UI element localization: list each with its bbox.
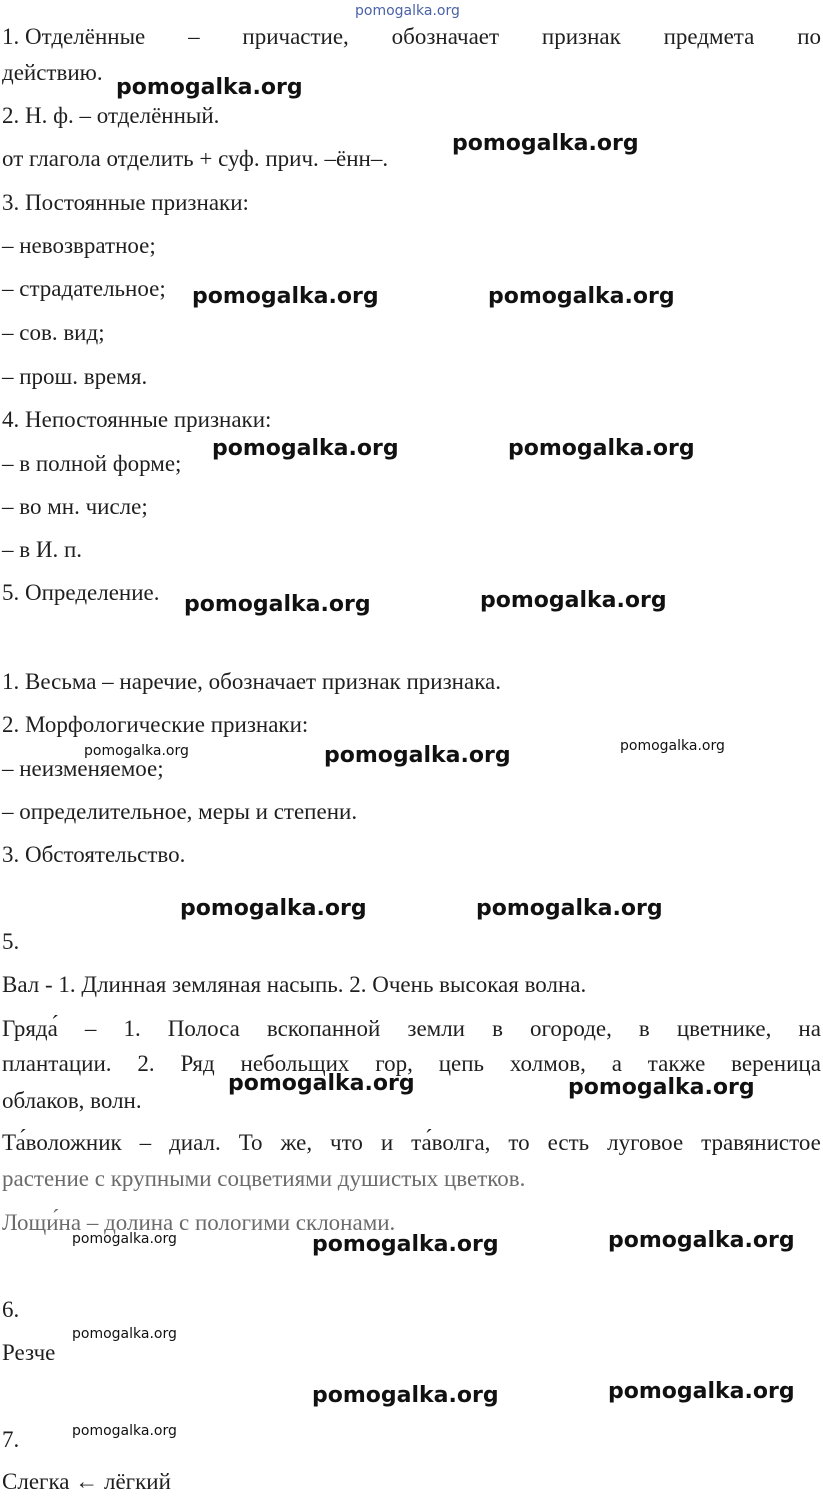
section5-loshchina: Лощи́на – долина с пологими склонами.	[2, 1210, 396, 1235]
watermark: pomogalka.org	[324, 743, 511, 768]
watermark: pomogalka.org	[508, 436, 695, 461]
section2-line4: – определительное, меры и степени.	[2, 799, 358, 824]
word: а	[611, 1051, 622, 1076]
watermark: pomogalka.org	[608, 1228, 795, 1253]
word: вереница	[731, 1051, 821, 1076]
word: Ряд	[180, 1051, 215, 1076]
watermark: pomogalka.org	[608, 1379, 795, 1404]
watermark: pomogalka.org	[184, 592, 371, 617]
watermark: pomogalka.org	[488, 284, 675, 309]
word: то	[508, 1130, 530, 1155]
section2-line2: 2. Морфологические признаки:	[2, 712, 309, 737]
watermark: pomogalka.org	[72, 1423, 177, 1439]
section1-line12: – во мн. числе;	[2, 494, 148, 519]
watermark: pomogalka.org	[84, 743, 189, 759]
word: в	[492, 1016, 503, 1041]
watermark: pomogalka.org	[312, 1383, 499, 1408]
word: То	[238, 1130, 263, 1155]
section1-line13: – в И. п.	[2, 537, 83, 562]
word: –	[139, 1130, 152, 1155]
word: по	[797, 24, 821, 49]
word: предмета	[663, 24, 755, 49]
word: Гряда́	[2, 1016, 58, 1041]
section2-line3: – неизменяемое;	[2, 756, 164, 781]
section6-line1: Резче	[2, 1340, 56, 1365]
watermark: pomogalka.org	[212, 436, 399, 461]
watermark: pomogalka.org	[116, 75, 303, 100]
word: диал.	[169, 1130, 221, 1155]
word: Полоса	[167, 1016, 240, 1041]
section1-line11: – в полной форме;	[2, 451, 182, 476]
section1-line2: действию.	[2, 60, 103, 85]
watermark-top: pomogalka.org	[355, 3, 460, 19]
word: что	[330, 1130, 363, 1155]
section6-number: 6.	[2, 1297, 20, 1322]
word: причастие,	[242, 24, 349, 49]
word: вскопанной	[266, 1016, 381, 1041]
section1-line4: от глагола отделить + суф. прич. –ённ–.	[2, 146, 389, 171]
word: 1.	[123, 1016, 141, 1041]
watermark: pomogalka.org	[312, 1232, 499, 1257]
watermark: pomogalka.org	[72, 1231, 177, 1247]
watermark: pomogalka.org	[228, 1071, 415, 1096]
section1-line6: – невозвратное;	[2, 233, 156, 258]
word: та́волга,	[411, 1130, 491, 1155]
word: цветнике,	[676, 1016, 772, 1041]
word: –	[188, 24, 200, 49]
word: огороде,	[530, 1016, 612, 1041]
section5-val: Вал - 1. Длинная земляная насыпь. 2. Очень высокая волна.	[2, 972, 587, 997]
section1-line10: 4. Непостоянные признаки:	[2, 407, 272, 432]
word: Та́воложник	[2, 1130, 122, 1155]
watermark: pomogalka.org	[192, 284, 379, 309]
word: холмов,	[509, 1051, 586, 1076]
section7-line1: Слегка ← лёгкий	[2, 1469, 171, 1494]
section5-tavolozhnik-line2: растение с крупными соцветиями душистых цветков.	[2, 1166, 526, 1191]
word: травянистое	[701, 1130, 821, 1155]
watermark: pomogalka.org	[568, 1075, 755, 1100]
section1-line1	[2, 22, 821, 52]
word: же,	[280, 1130, 313, 1155]
section5-number: 5.	[2, 929, 20, 954]
word: 1. Отделённые	[2, 24, 146, 49]
section5-gryada-line3: облаков, волн.	[2, 1088, 142, 1113]
section1-line3: 2. Н. ф. – отделённый.	[2, 103, 220, 128]
word: в	[638, 1016, 650, 1041]
watermark: pomogalka.org	[180, 896, 367, 921]
word: небольщих	[240, 1051, 350, 1076]
word: на	[798, 1016, 821, 1041]
word: обозначает	[391, 24, 500, 49]
watermark: pomogalka.org	[620, 738, 725, 754]
word: 2.	[137, 1051, 155, 1076]
word: гор,	[375, 1051, 413, 1076]
word: плантации.	[2, 1051, 112, 1076]
watermark: pomogalka.org	[480, 588, 667, 613]
watermark: pomogalka.org	[452, 131, 639, 156]
section1-line7: – страдательное;	[2, 276, 166, 301]
section1-line5: 3. Постоянные признаки:	[2, 190, 249, 215]
section1-line9: – прош. время.	[2, 364, 148, 389]
word: –	[84, 1016, 97, 1041]
section1-line8: – сов. вид;	[2, 320, 105, 345]
section5-gryada-line1	[2, 1014, 821, 1044]
word: луговое	[607, 1130, 684, 1155]
section2-line1: 1. Весьма – наречие, обозначает признак признака.	[2, 669, 501, 694]
section5-tavolozhnik-line1	[2, 1128, 821, 1158]
word: также	[647, 1051, 706, 1076]
watermark: pomogalka.org	[72, 1326, 177, 1342]
section2-line5: 3. Обстоятельство.	[2, 842, 186, 867]
word: земли	[407, 1016, 465, 1041]
word: и	[380, 1130, 394, 1155]
section1-line14: 5. Определение.	[2, 580, 160, 605]
watermark: pomogalka.org	[476, 896, 663, 921]
section7-number: 7.	[2, 1427, 20, 1452]
word: цепь	[438, 1051, 485, 1076]
word: есть	[547, 1130, 590, 1155]
word: признак	[541, 24, 621, 49]
